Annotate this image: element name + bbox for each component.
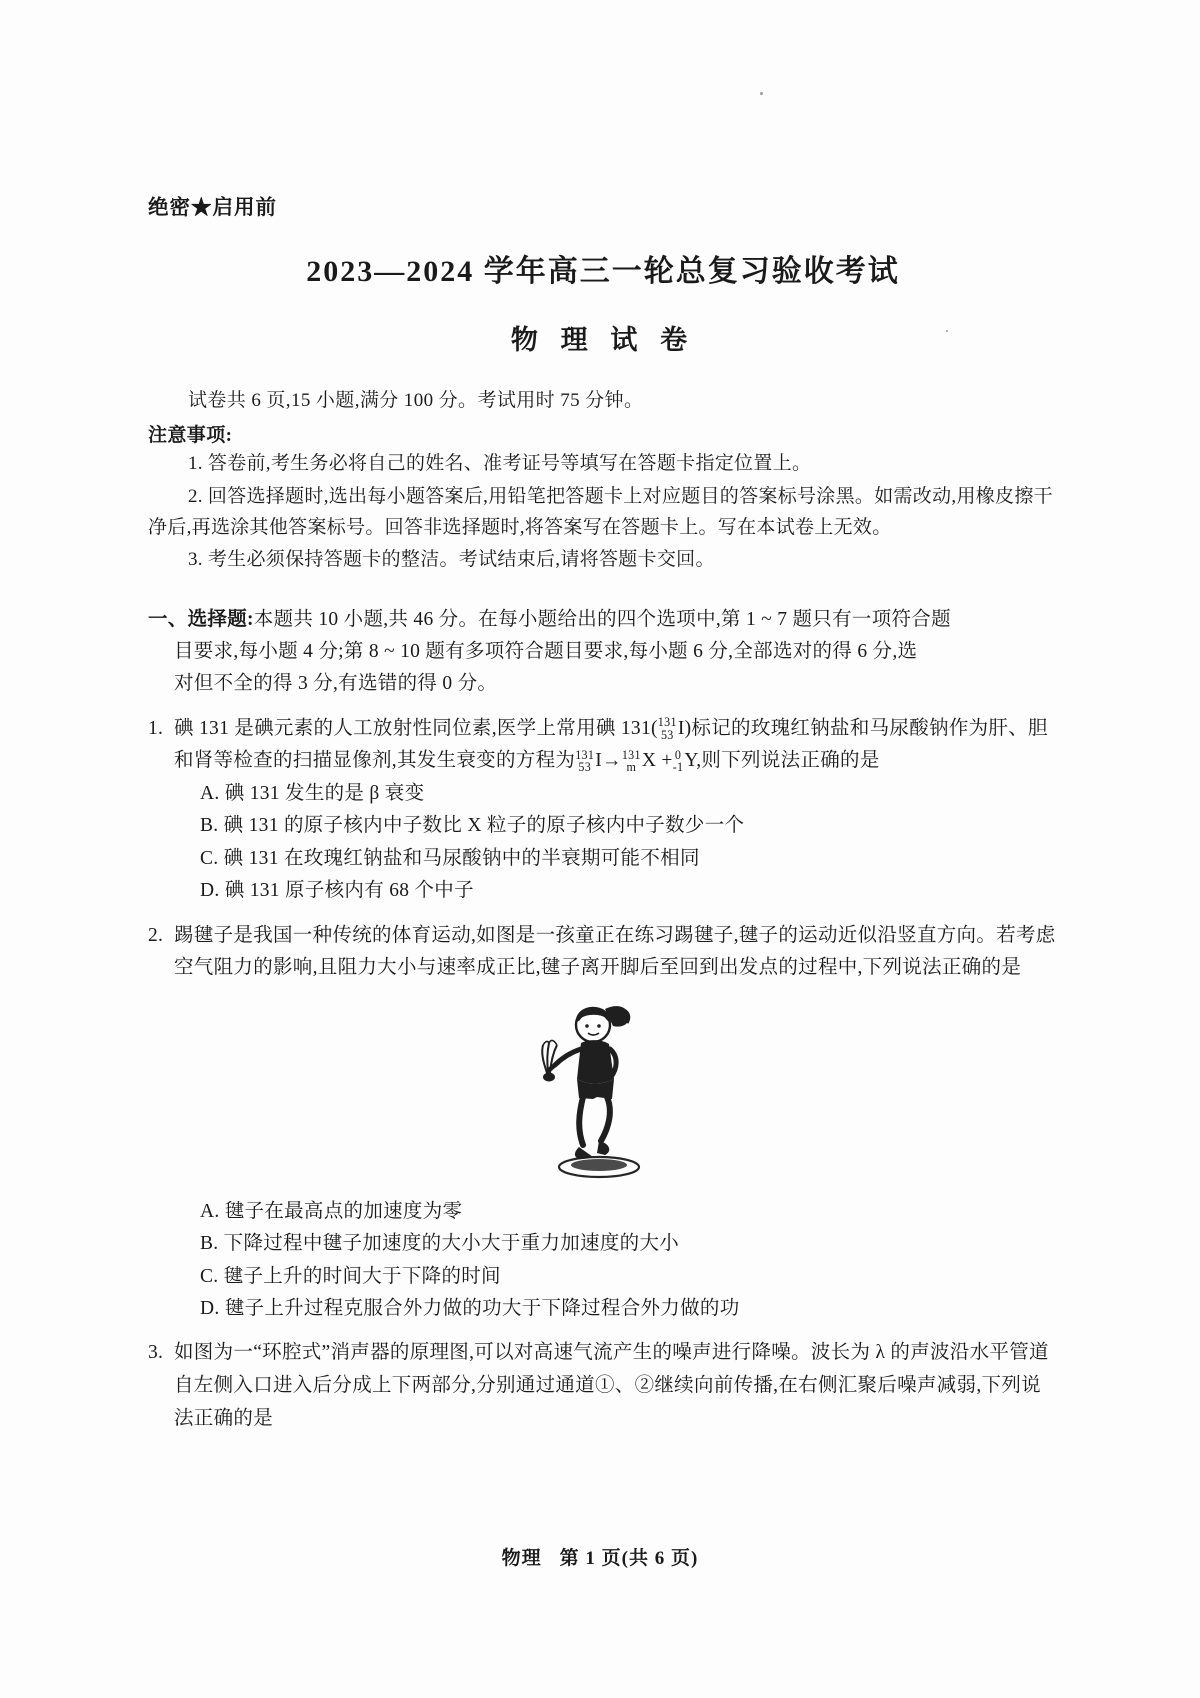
equation-term-a: I→ [595, 750, 622, 772]
question-body [148, 1337, 1058, 1435]
page-footer [0, 1543, 1200, 1570]
option-item: B. 碘 131 的原子核内中子数比 X 粒子的原子核内中子数少一个 [200, 815, 745, 837]
question-text: 如图为一“环腔式”消声器的原理图,可以对高速气流产生的噪声进行降噪。波长为 λ 的声波沿水平管道自左侧入口进入后分成上下两部分,分别通过通道①、②继续向前传播,在右侧汇聚后噪声减弱,下列说法正确的是 [174, 1342, 1049, 1429]
option-item: D. 碘 131 原子核内有 68 个中子 [200, 880, 474, 902]
question-item [148, 713, 1058, 779]
notice-item: 3. 考生必须保持答题卡的整洁。考试结束后,请将答题卡交回。 [188, 549, 715, 571]
isotope-mass-number: 131 [621, 748, 641, 763]
footer-subject: 物理 [501, 1548, 542, 1569]
question-number: 2. [148, 924, 164, 946]
isotope-notation [673, 749, 684, 774]
page-title: 2023—2024 学年高三一轮总复习验收考试 [306, 255, 900, 288]
option-item: C. 毽子上升的时间大于下降的时间 [200, 1265, 501, 1287]
option-item: A. 毽子在最高点的加速度为零 [200, 1201, 463, 1223]
section-desc-line2: 目要求,每小题 4 分;第 8 ~ 10 题有多项符合题目要求,每小题 6 分,全部选对的得 6 分,选 [174, 641, 918, 663]
notice-heading: 注意事项: [148, 425, 233, 446]
isotope-notation [575, 749, 594, 774]
section-title: 一、选择题: [148, 609, 254, 631]
isotope-mass-number: 131 [657, 715, 677, 730]
shuttlecock-icon [542, 1040, 557, 1081]
question-text-part1: 碘 131 是碘元素的人工放射性同位素,医学上常用碘 131( [174, 717, 658, 739]
isotope-atomic-number: -1 [672, 760, 684, 775]
isotope-mass-number: 0 [674, 748, 682, 763]
isotope-atomic-number: 53 [660, 727, 674, 742]
section-desc-line3: 对但不全的得 3 分,有选错的得 0 分。 [174, 673, 498, 695]
question-text: 踢毽子是我国一种传统的体育运动,如图是一孩童正在练习踢毽子,毽子的运动近似沿竖直方向。若考虑空气阻力的影响,且阻力大小与速率成正比,毽子离开脚后至回到出发点的过程中,下列说法正确的是 [174, 924, 1056, 979]
paper-content [148, 190, 1058, 1436]
isotope-mass-number: 131 [575, 748, 595, 763]
isotope-atomic-number: 53 [578, 760, 592, 775]
question-item [148, 920, 1058, 986]
notice-item: 1. 答卷前,考生务必将自己的姓名、准考证号等填写在答题卡指定位置上。 [188, 453, 812, 474]
question-body [148, 713, 1058, 779]
scan-speck [760, 92, 763, 95]
question-number: 1. [148, 717, 164, 739]
isotope-atomic-number: m [626, 760, 637, 775]
option-item: B. 下降过程中毽子加速度的大小大于重力加速度的大小 [200, 1233, 680, 1255]
question-text-part2: )标记的玫瑰红钠盐和马尿酸钠作为肝、胆和肾等检查的扫描显像剂,其发生衰变的方程为 [174, 717, 1048, 772]
question-item [148, 1337, 1058, 1435]
secret-label: 绝密★启用前 [148, 197, 277, 219]
question-number: 3. [148, 1342, 164, 1364]
footer-page-number: 第 1 页(共 6 页) [559, 1548, 699, 1569]
section-heading [148, 604, 1058, 701]
option-item: C. 碘 131 在玫瑰红钠盐和马尿酸钠中的半衰期可能不相同 [200, 847, 700, 869]
equation-term-c: Y [684, 750, 697, 772]
child-kicking-shuttlecock-illustration [513, 995, 693, 1185]
figure-container [148, 995, 1058, 1190]
paper-subtitle: 物 理 试 卷 [510, 325, 696, 355]
isotope-element: I [677, 717, 685, 739]
option-item: A. 碘 131 发生的是 β 衰变 [200, 783, 425, 805]
equation-term-b: X + [641, 750, 673, 772]
notice-item: 2. 回答选择题时,选出每小题答案后,用铅笔把答题卡上对应题目的答案标号涂黑。如需改动,用橡皮擦干净后,再选涂其他答案标号。回答非选择题时,将答案写在答题卡上。写在本试卷上无效。 [148, 485, 1053, 538]
isotope-notation [658, 716, 677, 741]
question-body [148, 920, 1058, 986]
question-text-part3: ,则下列说法正确的是 [696, 750, 880, 772]
section-desc-line1: 本题共 10 小题,共 46 分。在每小题给出的四个选项中,第 1 ~ 7 题只有一项符合题 [253, 609, 951, 631]
option-item: D. 毽子上升过程克服合外力做的功大于下降过程合外力做的功 [200, 1298, 740, 1320]
isotope-notation [622, 749, 641, 774]
paper-meta: 试卷共 6 页,15 小题,满分 100 分。考试用时 75 分钟。 [188, 390, 644, 411]
